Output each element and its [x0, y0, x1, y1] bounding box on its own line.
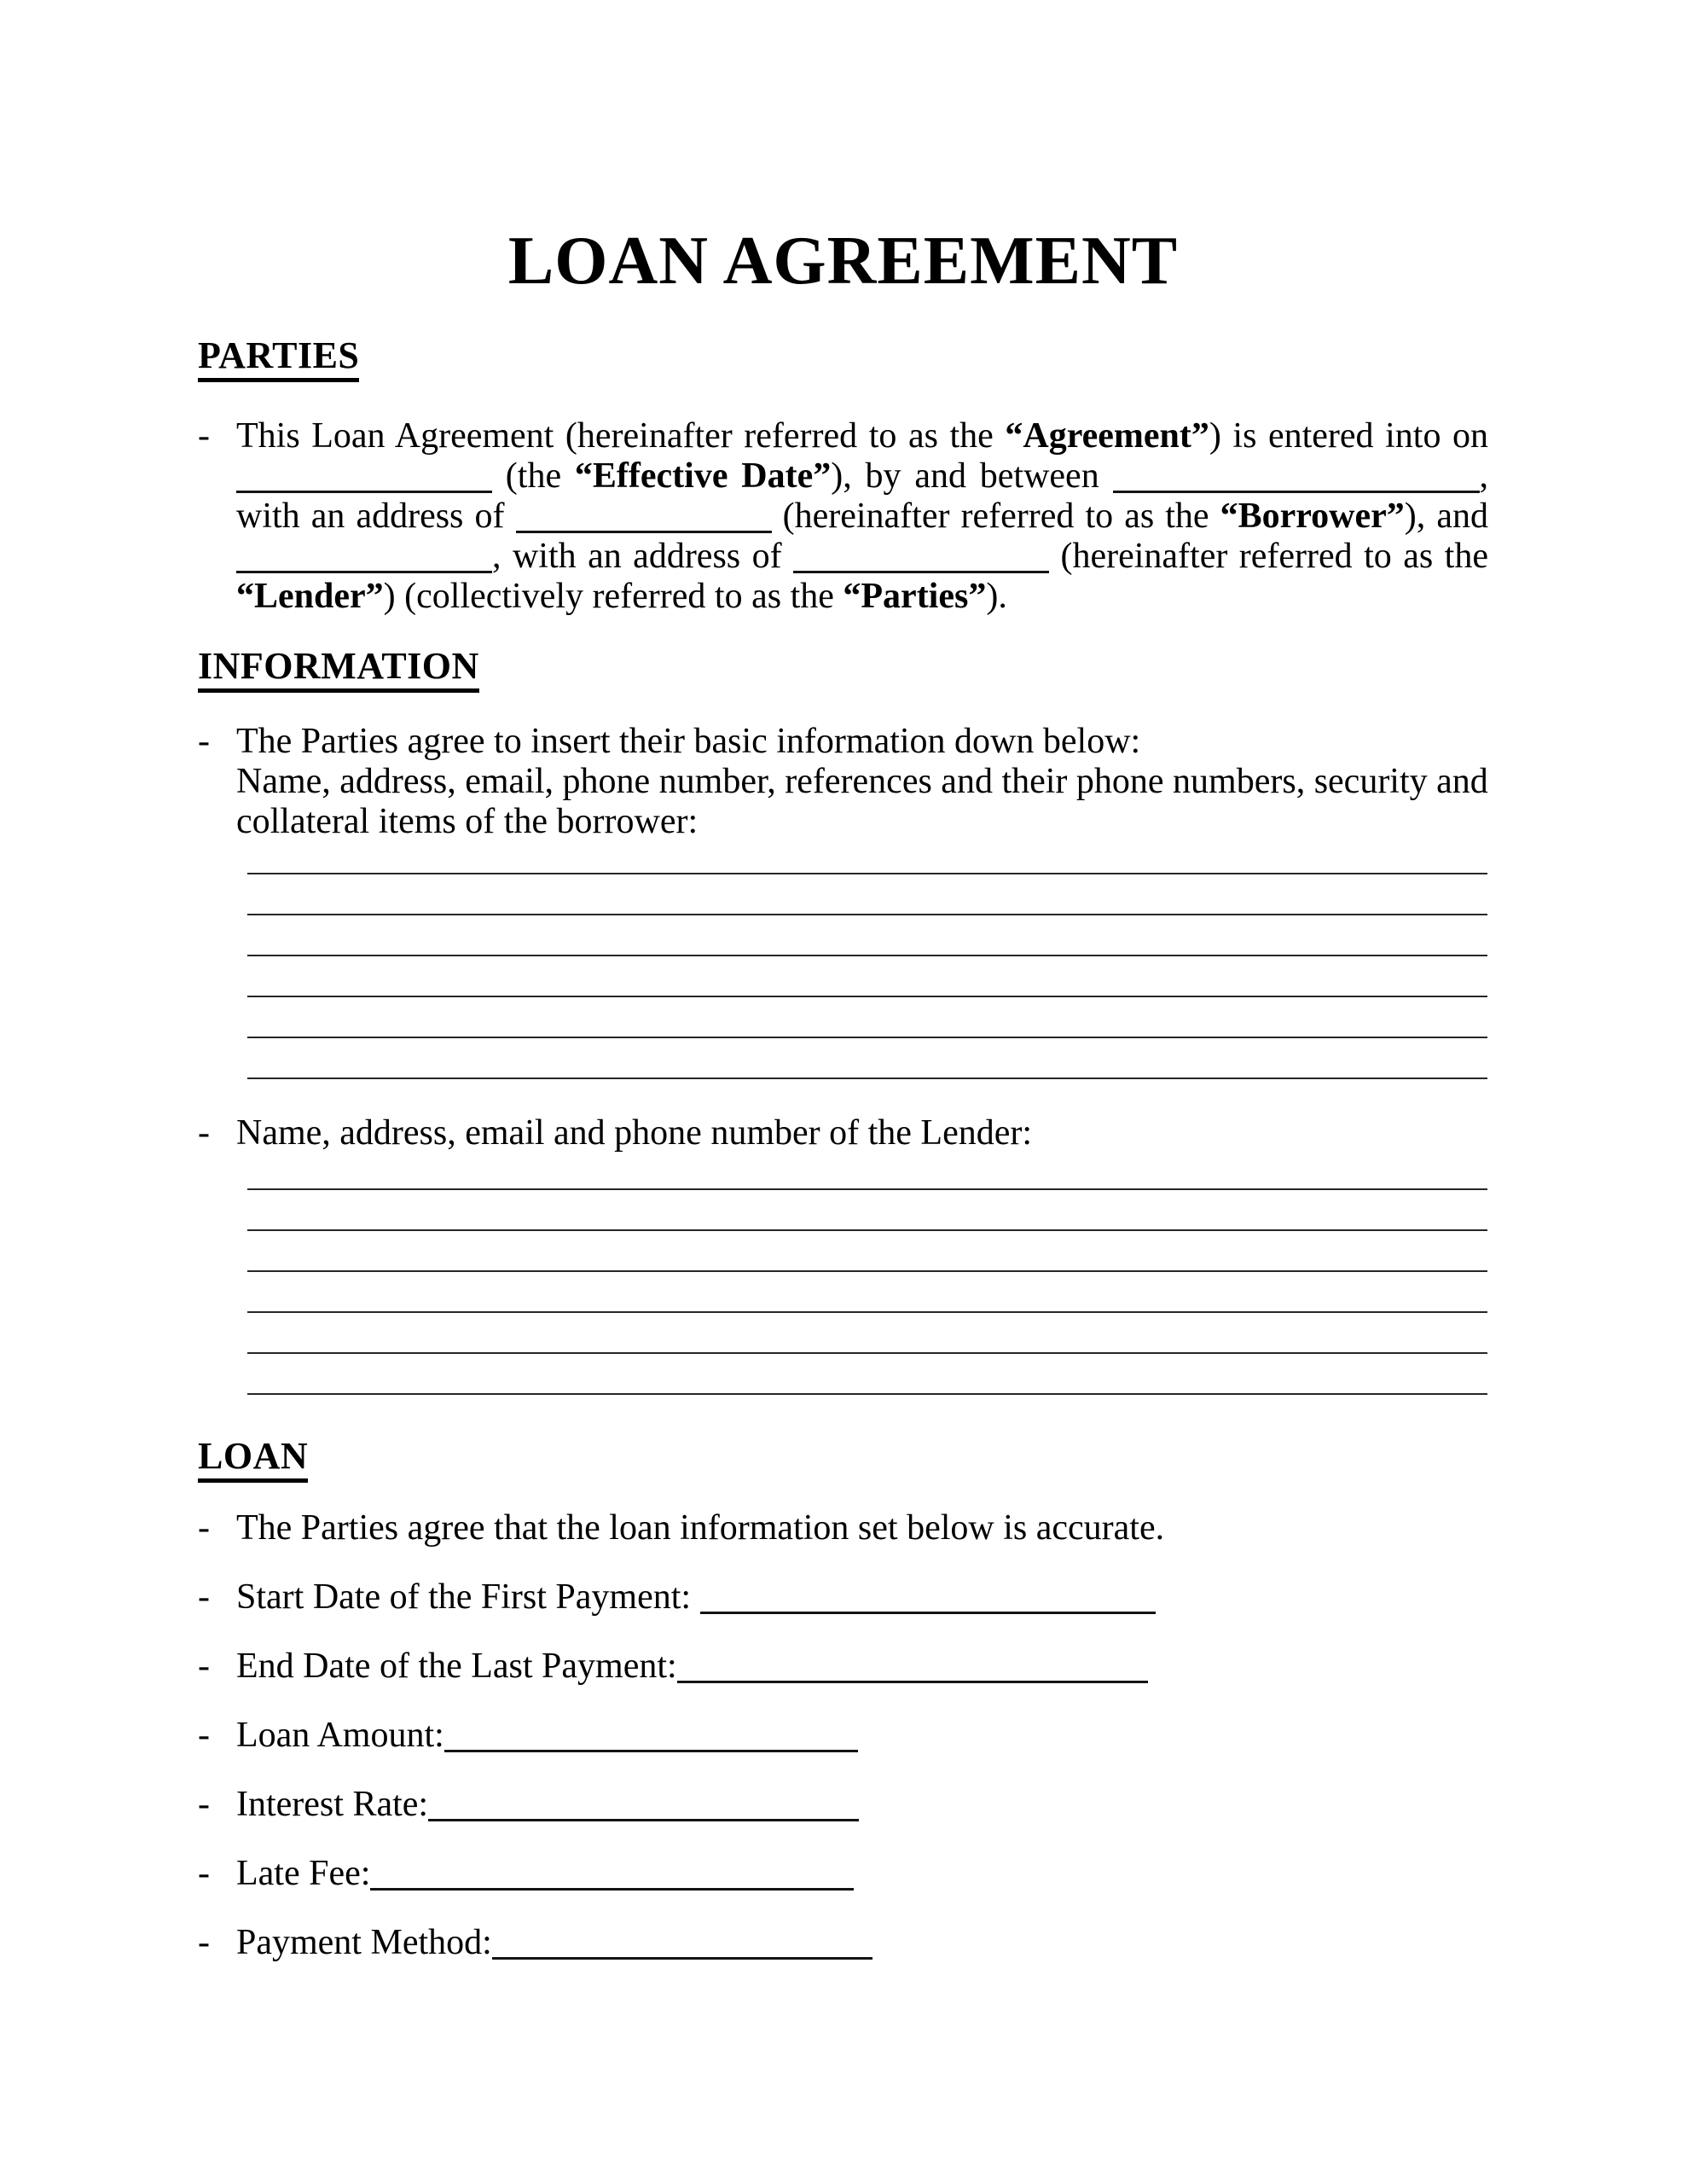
lender-info-text: Name, address, email and phone number of the Lender: — [236, 1113, 1033, 1153]
loan-field-interest-rate — [198, 1785, 1488, 1825]
bold-term: “Borrower” — [1220, 497, 1405, 536]
ruled-blank-line — [247, 915, 1487, 956]
loan-field-loan-amount — [198, 1716, 1488, 1756]
text-segment: ), and — [1404, 497, 1488, 536]
text-segment: (the — [492, 456, 575, 496]
field-label: Loan Amount: — [236, 1716, 444, 1755]
text-segment: Name, address, email, phone number, references and their phone numbers, security and collateral items of the borrower: — [236, 762, 1488, 841]
fill-in-blank — [1113, 480, 1480, 493]
bold-term: “Parties” — [843, 577, 987, 616]
ruled-blank-line — [247, 1313, 1487, 1354]
field-label: End Date of the Last Payment: — [236, 1647, 677, 1686]
loan-field-end-date-of-last-payment — [198, 1647, 1488, 1687]
bullet-dash: - — [198, 1854, 210, 1893]
text-segment: (hereinafter referred to as the — [1049, 537, 1488, 576]
text-segment: The Parties agree to insert their basic information down below: — [236, 722, 1141, 761]
section-parties — [198, 334, 1488, 382]
bullet-dash: - — [198, 1577, 210, 1617]
text-segment: ). — [986, 577, 1007, 616]
text-segment: , with an address of — [492, 537, 794, 576]
bold-term: “Agreement” — [1005, 416, 1209, 456]
loan-intro-bullet — [198, 1508, 1488, 1548]
loan-intro-text: The Parties agree that the loan information set below is accurate. — [236, 1508, 1165, 1548]
field-content — [236, 1785, 1488, 1825]
field-content — [236, 1854, 1488, 1894]
bold-term: “Lender” — [236, 577, 384, 616]
fill-in-blank — [444, 1740, 858, 1752]
fill-in-blank — [492, 1947, 872, 1960]
fill-in-blank — [370, 1878, 854, 1891]
ruled-blank-line — [247, 1231, 1487, 1272]
text-segment: , with an address of — [236, 456, 1488, 536]
borrower-info-ruled-lines — [198, 834, 1488, 1079]
bullet-dash: - — [198, 722, 210, 761]
section-information — [198, 645, 1488, 693]
bullet-dash: - — [198, 1716, 210, 1755]
field-content — [236, 1923, 1488, 1963]
ruled-blank-line — [247, 1272, 1487, 1313]
ruled-blank-line — [247, 1354, 1487, 1395]
ruled-blank-line — [247, 956, 1487, 997]
bullet-dash: - — [198, 1923, 210, 1962]
info-bullet-borrower — [198, 722, 1488, 842]
bullet-dash: - — [198, 1113, 210, 1153]
ruled-blank-line — [247, 1149, 1487, 1190]
field-content — [236, 1716, 1488, 1756]
bullet-dash: - — [198, 416, 210, 456]
parties-paragraph — [236, 416, 1488, 617]
field-label: Payment Method: — [236, 1923, 492, 1962]
fill-in-blank — [428, 1809, 859, 1821]
loan-heading: LOAN — [198, 1438, 308, 1483]
bullet-dash: - — [198, 1785, 210, 1824]
text-segment: ), by and between — [831, 456, 1113, 496]
fill-in-blank — [236, 561, 492, 573]
section-loan — [198, 1435, 1488, 1483]
text-segment: ) (collectively referred to as the — [383, 577, 844, 616]
fill-in-blank — [236, 480, 492, 493]
ruled-blank-line — [247, 874, 1487, 915]
fill-in-blank — [793, 561, 1049, 573]
borrower-info-text — [236, 722, 1488, 842]
loan-field-start-date-of-first-payment — [198, 1577, 1488, 1618]
field-content — [236, 1577, 1488, 1618]
loan-field-late-fee — [198, 1854, 1488, 1894]
ruled-blank-line — [247, 997, 1487, 1038]
fill-in-blank — [700, 1601, 1156, 1614]
field-content — [236, 1647, 1488, 1687]
text-segment: (hereinafter referred to as the — [771, 497, 1220, 536]
ruled-blank-line — [247, 1190, 1487, 1231]
bullet-dash: - — [198, 1647, 210, 1686]
loan-fields-list — [198, 1577, 1488, 1963]
fill-in-blank — [677, 1670, 1148, 1683]
lender-info-ruled-lines — [198, 1149, 1488, 1395]
bullet-dash: - — [198, 1508, 210, 1548]
loan-field-payment-method — [198, 1923, 1488, 1963]
document-title: LOAN AGREEMENT — [507, 224, 1179, 299]
field-label: Start Date of the First Payment: — [236, 1577, 700, 1617]
parties-bullet — [198, 416, 1488, 617]
ruled-blank-line — [247, 1038, 1487, 1079]
info-bullet-lender — [198, 1113, 1488, 1153]
text-segment: ) is entered into on — [1209, 416, 1489, 456]
parties-heading: PARTIES — [198, 337, 359, 382]
bold-term: “Effective Date” — [574, 456, 832, 496]
information-heading: INFORMATION — [198, 648, 479, 693]
text-segment: This Loan Agreement (hereinafter referred to as the — [236, 416, 1006, 456]
fill-in-blank — [516, 520, 772, 533]
field-label: Interest Rate: — [236, 1785, 429, 1824]
field-label: Late Fee: — [236, 1854, 371, 1893]
